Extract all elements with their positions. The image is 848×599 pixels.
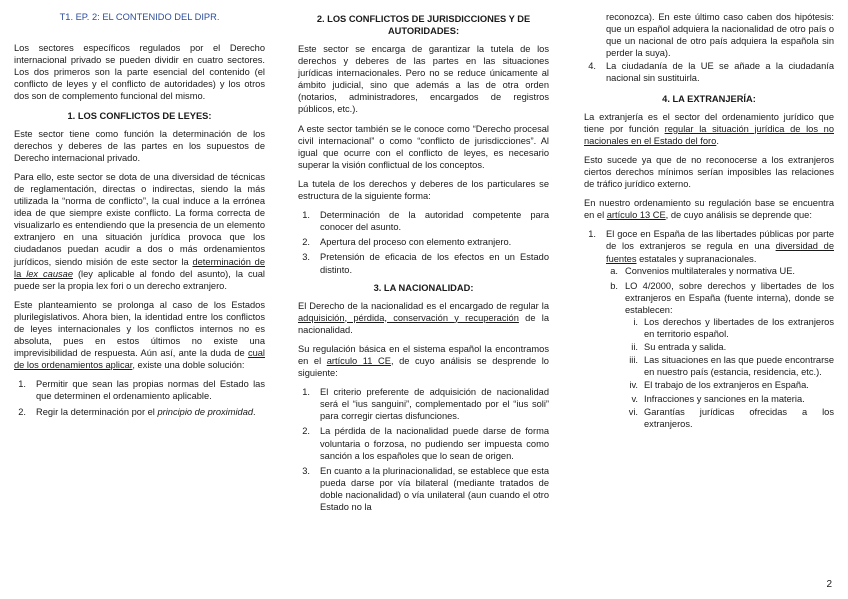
numbered-list xyxy=(298,209,549,275)
list-item: 2. Apertura del proceso con elemento extranjero. xyxy=(302,237,512,248)
numbered-list-continued xyxy=(584,11,834,85)
list-item: v. Infracciones y sanciones en la materia. xyxy=(631,393,805,404)
list-item: iv. El trabajo de los extranjeros en España. xyxy=(629,380,809,391)
underlined-text: adquisición, pérdida, conservación y recuperación xyxy=(298,312,519,323)
column-1 xyxy=(14,11,265,424)
list-item: i. Los derechos y libertades de los extranjeros en territorio español. xyxy=(633,316,834,340)
lettered-list xyxy=(606,265,834,430)
list-item: 1. El criterio preferente de adquisición de nacionalidad será el “ius sanguini”, complementado por el “ius soli” para corregir ciertas disfunciones. xyxy=(302,387,549,422)
list-item: 2. Regir la determinación por el principio de proximidad. xyxy=(18,406,256,417)
numbered-list xyxy=(584,228,834,430)
numbered-list xyxy=(14,378,265,417)
column-2 xyxy=(298,11,549,519)
roman-list xyxy=(625,316,834,430)
paragraph: A este sector también se le conoce como “Derecho procesal civil internacional” o como “conflicto de jurisdicciones”. Al igual que ocurre con el conflicto de leyes, es necesario superar la visión conflictual de los conceptos. xyxy=(298,123,549,170)
list-item: 4. La ciudadanía de la UE se añade a la ciudadanía nacional sin sustituirla. xyxy=(588,61,834,84)
list-item-continued: reconozca). En este último caso caben dos hipótesis: que un español adquiera la nacionalidad de otro país o que un nacional de otro país adquiera la española sin perder la suya). xyxy=(606,12,834,59)
paragraph: Este sector tiene como función la determinación de los derechos y deberes de las partes en los supuestos de Derecho internacional privado. xyxy=(14,128,265,163)
intro-paragraph: Los sectores específicos regulados por el Derecho internacional privado se pueden dividir en cuatro sectores. Los dos primeros son la parte esencial del contenido (el conflicto de leyes y el conflicto de autoridades) y los otros dos son de complemento funcional del mismo. xyxy=(14,43,265,102)
list-item: b. LO 4/2000, sobre derechos y libertades de los extranjeros en España (fuente interna), donde se establecen: i. Los derechos y libertades de los extranjeros en territorio español. ii. Su entrada y salida. iii. Las situaciones en las que puede encontrarse en nuestro país (estancia, residencia, etc.). iv. El trabajo de los extranjeros en España. v. Infracciones y sanciones en la materia. vi. Garantías jurídicas ofrecidas a los extranjeros. xyxy=(610,280,834,429)
underlined-text: cual de los ordenamientos aplicar xyxy=(14,348,265,371)
section-heading-conflictos-leyes: 1. LOS CONFLICTOS DE LEYES: xyxy=(67,110,212,121)
page-title: T1. EP. 2: EL CONTENIDO DEL DIPR. xyxy=(59,12,220,22)
section-heading-nacionalidad: 3. LA NACIONALIDAD: xyxy=(373,282,474,293)
list-item: 1. Permitir que sean las propias normas del Estado las que determinen el ordenamiento aplicable. xyxy=(18,379,265,402)
list-item: 2. La pérdida de la nacionalidad puede darse de forma voluntaria o forzosa, no pudiendo ser impuesta como sanción a los españoles que lo sean de origen. xyxy=(302,426,549,461)
paragraph: La tutela de los derechos y deberes de los particulares se estructura de la siguiente forma: xyxy=(298,178,549,202)
list-item: 3. Pretensión de eficacia de los efectos en un Estado distinto. xyxy=(302,252,549,275)
paragraph: Esto sucede ya que de no reconocerse a los extranjeros ciertos derechos mínimos serían imposibles las relaciones de tráfico jurídico externo. xyxy=(584,154,834,190)
list-item: ii. Su entrada y salida. xyxy=(631,342,727,353)
underlined-text: determinación de la lex causae xyxy=(14,256,265,279)
underlined-text: regular la situación jurídica de los no nacionales en el Estado del foro xyxy=(584,123,835,146)
underlined-text: artículo 11 CE xyxy=(326,355,391,366)
paragraph: Este planteamiento se prolonga al caso de los Estados plurilegislativos. Ahora bien, la identidad entre los conflictos de leyes internacionales y los conflictos internos no es absoluta, pues en estos últimos no existe una imprevisibilidad de respuesta. Aún así, ante la duda de cual de los ordenamientos aplicar, existe una doble solución: xyxy=(14,299,265,371)
list-item: a. Convenios multilaterales y normativa UE. xyxy=(610,265,795,276)
list-item: 1. El goce en España de las libertades públicas por parte de los extranjeros se regula en una diversidad de fuentes estatales y supranacionales. a. Convenios multilaterales y normativa UE. b. LO 4/2000, sobre derechos y libertades de los extranjeros en España (fuente interna), donde se establecen: i. Los derechos y libertades de los extranjeros en territorio español. ii. Su entrada y salida. iii. Las situaciones en las que puede encontrarse en nuestro país (estancia, residencia, etc.). iv. El trabajo de los extranjeros en España. v. Infracciones y sanciones en la materia. vi. Garantías jurídicas ofrecidas a los extranjeros. xyxy=(588,229,834,429)
paragraph: Para ello, este sector se dota de una diversidad de técnicas de reglamentación, directas o indirectas, siendo la más utilizada la “norma de conflicto”, la cual induce a la errónea idea de que siempre existe conflicto. La forma correcta de visualizarlo es entendiendo que la presencia de un elemento extranjero en una situación jurídica provoca que los ciudadanos puedan acudir a dos o más ordenamientos jurídicos, siendo misión de este sector la determinación de la lex causae (ley aplicable al fondo del asunto), la cual puede ser la propia lex fori o un derecho extranjero. xyxy=(14,171,265,291)
underlined-text: artículo 13 CE xyxy=(606,210,666,221)
list-item: 3. En cuanto a la plurinacionalidad, se establece que esta pueda darse por vía bilateral (mediante tratados de doble nacionalidad) o vía unilateral (aun cuando el otro Estado no la xyxy=(302,465,549,512)
list-item: iii. Las situaciones en las que puede encontrarse en nuestro país (estancia, residencia, etc.). xyxy=(629,355,834,378)
section-heading-conflictos-jurisdicciones: 2. LOS CONFLICTOS DE JURISDICCIONES Y DE AUTORIDADES: xyxy=(316,14,531,36)
list-item: vi. Garantías jurídicas ofrecidas a los extranjeros. xyxy=(628,406,834,429)
paragraph: Su regulación básica en el sistema español la encontramos en el artículo 11 CE, de cuyo análisis se desprende lo siguiente: xyxy=(298,343,549,379)
paragraph: El Derecho de la nacionalidad es el encargado de regular la adquisición, pérdida, conservación y recuperación de la nacionalidad. xyxy=(298,300,549,335)
paragraph: La extranjería es el sector del ordenamiento jurídico que tiene por función regular la situación jurídica de los no nacionales en el Estado del foro. xyxy=(584,111,835,146)
list-item: 1. Determinación de la autoridad competente para conocer del asunto. xyxy=(302,210,549,233)
column-3 xyxy=(584,11,834,436)
paragraph: En nuestro ordenamiento su regulación base se encuentra en el artículo 13 CE, de cuyo análisis se deprende que: xyxy=(584,198,834,221)
paragraph: Este sector se encarga de garantizar la tutela de los derechos y deberes de las partes en las situaciones jurídicas internacionales. Pero no se reduce únicamente al ámbito judicial, sino que además a las de otra orden (notarios, administradores, encargados de registros públicos, etc.). xyxy=(298,44,549,115)
section-heading-extranjeria: 4. LA EXTRANJERÍA: xyxy=(662,93,756,104)
numbered-list xyxy=(298,386,549,513)
underlined-text: diversidad de fuentes xyxy=(606,241,834,264)
page-number: 2 xyxy=(826,579,832,590)
